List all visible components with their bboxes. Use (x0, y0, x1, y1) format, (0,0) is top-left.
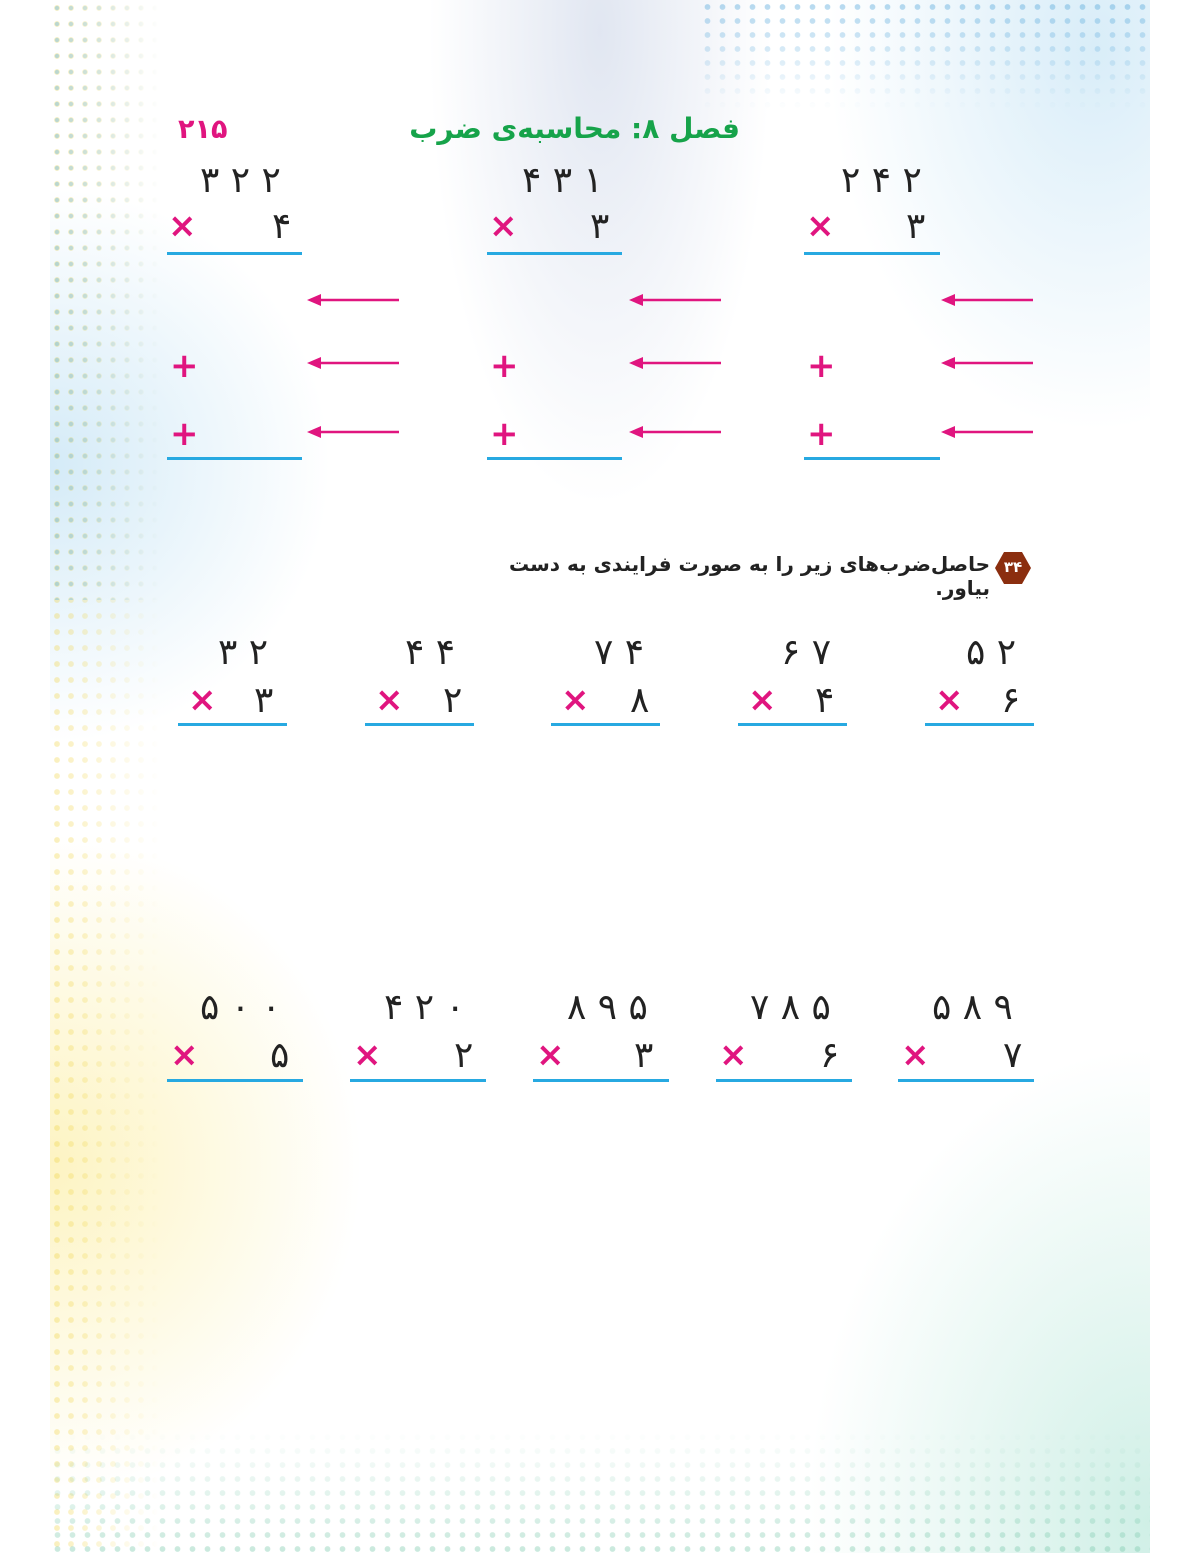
multiplier: ۴ (815, 680, 835, 721)
multiplier: ۳ (634, 1035, 654, 1076)
multiplicand: ۷ ۴ (594, 632, 645, 673)
multiplier: ۳ (906, 206, 926, 247)
arrow-left-icon (939, 420, 1035, 444)
times-sign: × (536, 1035, 565, 1075)
multiplicand: ۷ ۸ ۵ (750, 987, 831, 1028)
times-sign: × (719, 1035, 748, 1075)
underline (898, 1079, 1034, 1082)
times-sign: × (748, 680, 777, 720)
multiplicand: ۵ ۸ ۹ (932, 987, 1013, 1028)
arrow-left-icon (305, 351, 401, 375)
underline (487, 252, 622, 255)
underline (716, 1079, 852, 1082)
multiplier: ۴ (272, 206, 292, 247)
arrow-left-icon (939, 288, 1035, 312)
multiplicand: ۳ ۲ (218, 632, 269, 673)
plus-sign: + (807, 414, 836, 454)
times-sign: × (561, 680, 590, 720)
underline (804, 252, 940, 255)
multiplicand: ۲ ۴ ۲ (841, 160, 922, 201)
chapter-title: فصل ۸: محاسبه‌ی ضرب (409, 112, 740, 145)
multiplicand: ۳ ۲ ۲ (200, 160, 281, 201)
multiplicand: ۶ ۷ (781, 632, 832, 673)
underline (350, 1079, 486, 1082)
plus-sign: + (170, 346, 199, 386)
plus-sign: + (170, 414, 199, 454)
underline (167, 1079, 303, 1082)
exercise-number-wrap (994, 551, 1032, 585)
arrow-left-icon (305, 420, 401, 444)
plus-sign: + (490, 346, 519, 386)
dot-pattern-bottom (50, 1430, 1150, 1553)
underline (533, 1079, 669, 1082)
multiplier: ۲ (443, 680, 463, 721)
multiplicand: ۴ ۳ ۱ (522, 160, 603, 201)
underline (738, 723, 847, 726)
plus-sign: + (490, 414, 519, 454)
exercise-instruction: حاصل‌ضرب‌های زیر را به صورت فرایندی به دست بیاور. (508, 552, 990, 600)
times-sign: × (188, 680, 217, 720)
underline (804, 457, 940, 460)
times-sign: × (353, 1035, 382, 1075)
multiplicand: ۸ ۹ ۵ (567, 987, 648, 1028)
times-sign: × (901, 1035, 930, 1075)
arrow-left-icon (939, 351, 1035, 375)
arrow-left-icon (627, 288, 723, 312)
underline (551, 723, 660, 726)
times-sign: × (168, 206, 197, 246)
multiplier: ۸ (630, 680, 650, 721)
multiplier: ۷ (1003, 1035, 1023, 1076)
times-sign: × (806, 206, 835, 246)
page-number: ۲۱۵ (178, 114, 228, 145)
multiplicand: ۴ ۴ (405, 632, 456, 673)
multiplier: ۶ (1001, 680, 1021, 721)
multiplier: ۳ (590, 206, 610, 247)
times-sign: × (375, 680, 404, 720)
multiplier: ۲ (454, 1035, 474, 1076)
times-sign: × (935, 680, 964, 720)
underline (167, 252, 302, 255)
times-sign: × (170, 1035, 199, 1075)
plus-sign: + (807, 346, 836, 386)
exercise-number: ۳۴ (1003, 558, 1023, 576)
arrow-left-icon (305, 288, 401, 312)
multiplier: ۶ (820, 1035, 840, 1076)
times-sign: × (489, 206, 518, 246)
multiplicand: ۴ ۲ ۰ (384, 987, 465, 1028)
multiplier: ۵ (270, 1035, 290, 1076)
multiplier: ۳ (254, 680, 274, 721)
underline (178, 723, 287, 726)
dot-pattern-top (700, 0, 1150, 110)
multiplicand: ۵ ۰ ۰ (200, 987, 281, 1028)
multiplicand: ۵ ۲ (966, 632, 1017, 673)
arrow-left-icon (627, 420, 723, 444)
underline (167, 457, 302, 460)
underline (925, 723, 1034, 726)
dot-pattern-left-top (50, 0, 160, 600)
arrow-left-icon (627, 351, 723, 375)
underline (487, 457, 622, 460)
underline (365, 723, 474, 726)
